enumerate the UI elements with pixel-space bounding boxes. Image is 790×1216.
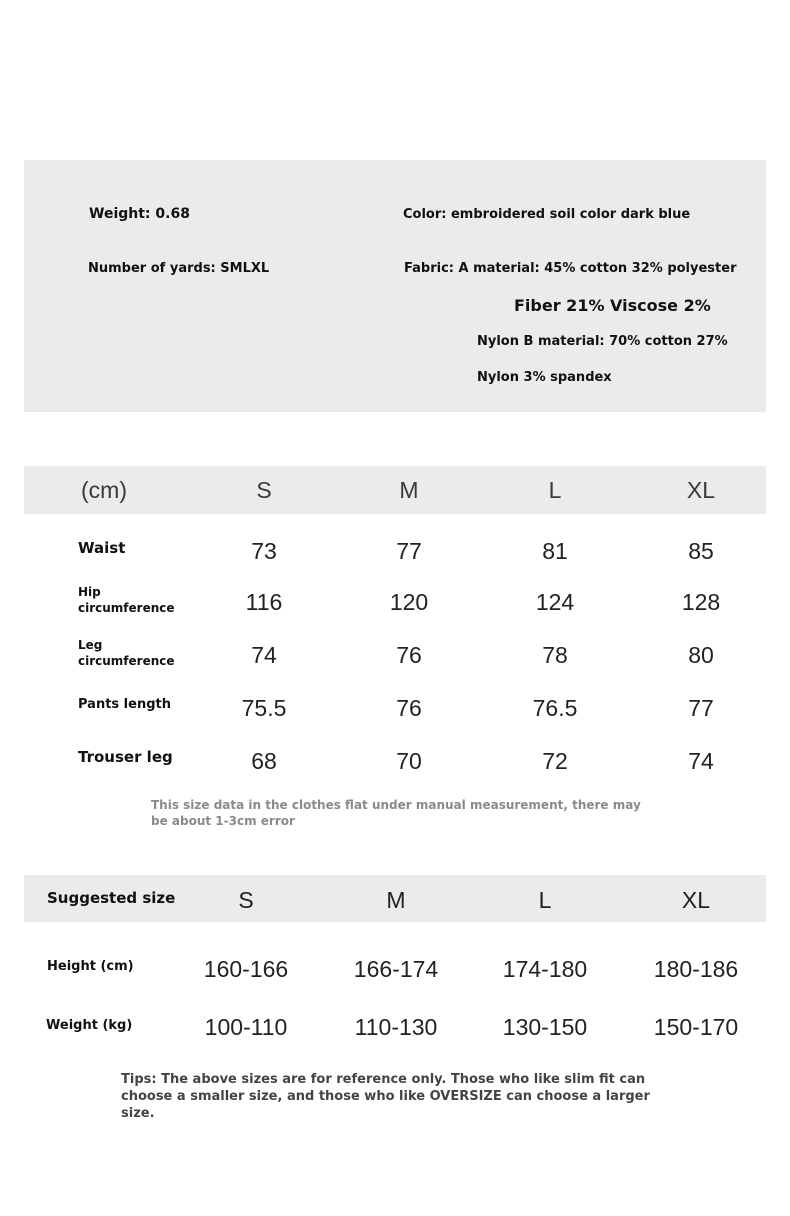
table-cell: 74 (688, 748, 714, 774)
table-cell: 75.5 (241, 695, 287, 721)
table-cell: 74 (251, 642, 277, 668)
table-cell: 166-174 (353, 956, 439, 982)
table-cell: 124 (535, 589, 575, 615)
suggested-header-s: S (238, 887, 254, 913)
table-cell: 160-166 (203, 956, 289, 982)
suggested-size-title: Suggested size (47, 889, 176, 907)
size-header-l: L (548, 477, 562, 503)
table-cell: 70 (396, 748, 422, 774)
tips-text: Tips: The above sizes are for reference only. Those who like slim fit can choose a smaller size, and those who like OVERSIZE can choose a larger size. (121, 1072, 650, 1121)
size-header-s: S (256, 477, 272, 503)
weight-info: Weight: 0.68 (89, 206, 190, 222)
table-cell: 78 (542, 642, 568, 668)
row-label-hip-line2: circumference (78, 601, 175, 615)
row-label-height: Height (cm) (47, 959, 134, 974)
suggested-header-l: L (538, 887, 552, 913)
table-cell: 76.5 (532, 695, 578, 721)
row-label-leg: Leg (78, 638, 103, 652)
row-label-pants-length: Pants length (78, 697, 171, 712)
table-cell: 73 (251, 538, 277, 564)
suggested-header-m: M (386, 887, 406, 913)
table-cell: 120 (389, 589, 429, 615)
size-table-header (24, 466, 766, 514)
table-cell: 85 (688, 538, 714, 564)
row-label-trouser-leg: Trouser leg (78, 748, 173, 766)
table-cell: 150-170 (653, 1014, 739, 1040)
table-cell: 128 (681, 589, 721, 615)
fabric-line-3: Nylon B material: 70% cotton 27% (477, 334, 728, 349)
row-label-leg-line2: circumference (78, 654, 175, 668)
table-cell: 81 (542, 538, 568, 564)
unit-header: (cm) (81, 477, 127, 503)
row-label-waist: Waist (78, 539, 126, 557)
table-cell: 180-186 (653, 956, 739, 982)
color-info: Color: embroidered soil color dark blue (403, 207, 691, 222)
table-cell: 77 (688, 695, 714, 721)
row-label-hip: Hip (78, 585, 101, 599)
table-cell: 80 (688, 642, 714, 668)
table-cell: 174-180 (502, 956, 588, 982)
size-header-xl: XL (686, 477, 716, 503)
product-info-panel (24, 160, 766, 412)
yards-info: Number of yards: SMLXL (88, 261, 270, 276)
table-cell: 76 (396, 695, 422, 721)
fabric-line-4: Nylon 3% spandex (477, 370, 612, 385)
table-cell: 72 (542, 748, 568, 774)
table-cell: 77 (396, 538, 422, 564)
table-cell: 100-110 (204, 1014, 288, 1040)
fabric-line-2: Fiber 21% Viscose 2% (514, 296, 711, 315)
size-header-m: M (399, 477, 419, 503)
table-cell: 110-130 (354, 1014, 438, 1040)
measurement-note: This size data in the clothes flat under manual measurement, there may be about 1-3cm error (151, 798, 641, 828)
suggested-header-xl: XL (681, 887, 711, 913)
table-cell: 68 (251, 748, 277, 774)
row-label-weight: Weight (kg) (46, 1018, 133, 1033)
table-cell: 116 (245, 589, 283, 615)
fabric-line-1: Fabric: A material: 45% cotton 32% polyester (404, 261, 737, 276)
table-cell: 76 (396, 642, 422, 668)
table-cell: 130-150 (502, 1014, 588, 1040)
